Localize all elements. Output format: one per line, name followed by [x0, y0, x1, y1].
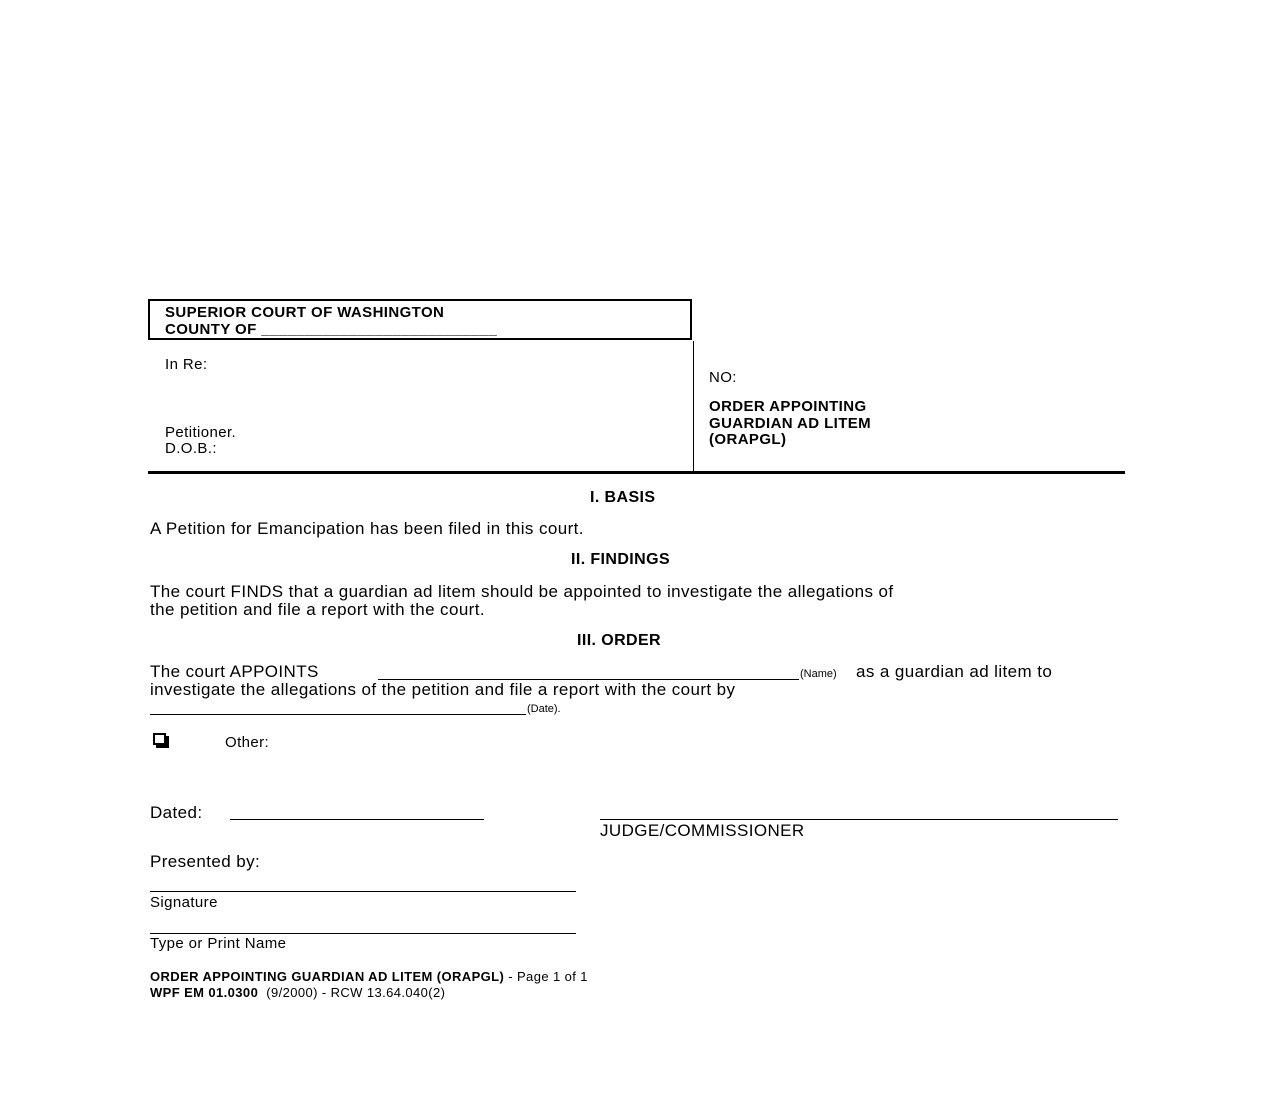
- footer-code-line: [150, 985, 445, 1000]
- footer-form-title: ORDER APPOINTING GUARDIAN AD LITEM (ORAPGL): [150, 969, 505, 984]
- judge-commissioner-label: JUDGE/COMMISSIONER: [600, 821, 805, 840]
- basis-heading: I. BASIS: [590, 489, 656, 506]
- presenter-signature-line[interactable]: [150, 891, 576, 892]
- signature-label: Signature: [150, 894, 218, 911]
- findings-text-line-2: the petition and file a report with the court.: [150, 600, 485, 619]
- presented-by-label: Presented by:: [150, 852, 261, 871]
- other-checkbox[interactable]: [153, 733, 166, 745]
- caption-divider: [693, 341, 694, 472]
- dated-line[interactable]: [230, 819, 484, 820]
- name-field-label: (Name): [800, 668, 837, 680]
- order-prefix: The court APPOINTS: [150, 662, 319, 681]
- caption-bottom-rule: [148, 471, 1125, 474]
- dated-label: Dated:: [150, 803, 203, 822]
- basis-text: A Petition for Emancipation has been filed in this court.: [150, 519, 584, 538]
- print-name-label: Type or Print Name: [150, 935, 287, 952]
- document-title-line-2: GUARDIAN AD LITEM: [709, 415, 872, 432]
- footer-title-line: [150, 969, 588, 984]
- dob-label: D.O.B.:: [165, 440, 217, 457]
- judge-signature-line[interactable]: [600, 819, 1118, 820]
- order-heading: III. ORDER: [577, 632, 662, 649]
- order-text-line-2: investigate the allegations of the petition and file a report with the court by: [150, 680, 736, 699]
- order-suffix: as a guardian ad litem to: [856, 662, 1053, 681]
- presenter-name-line[interactable]: [150, 933, 576, 934]
- document-title-line-1: ORDER APPOINTING: [709, 398, 867, 415]
- in-re-label: In Re:: [165, 356, 208, 373]
- findings-heading: II. FINDINGS: [571, 551, 671, 568]
- case-number-label: NO:: [709, 369, 737, 386]
- footer-page-info: - Page 1 of 1: [504, 969, 588, 984]
- petitioner-label: Petitioner.: [165, 424, 237, 441]
- footer-form-reference: (9/2000) - RCW 13.64.040(2): [258, 985, 446, 1000]
- other-label: Other:: [225, 734, 270, 751]
- date-field-label: (Date).: [527, 703, 561, 715]
- court-name: SUPERIOR COURT OF WASHINGTON: [165, 304, 445, 321]
- footer-form-code: WPF EM 01.0300: [150, 985, 259, 1000]
- document-title-line-3: (ORAPGL): [709, 431, 787, 448]
- report-date-line[interactable]: [150, 714, 526, 715]
- county-line: COUNTY OF ___________________________: [165, 321, 498, 338]
- findings-text-line-1: The court FINDS that a guardian ad litem should be appointed to investigate the allegations of: [150, 582, 894, 601]
